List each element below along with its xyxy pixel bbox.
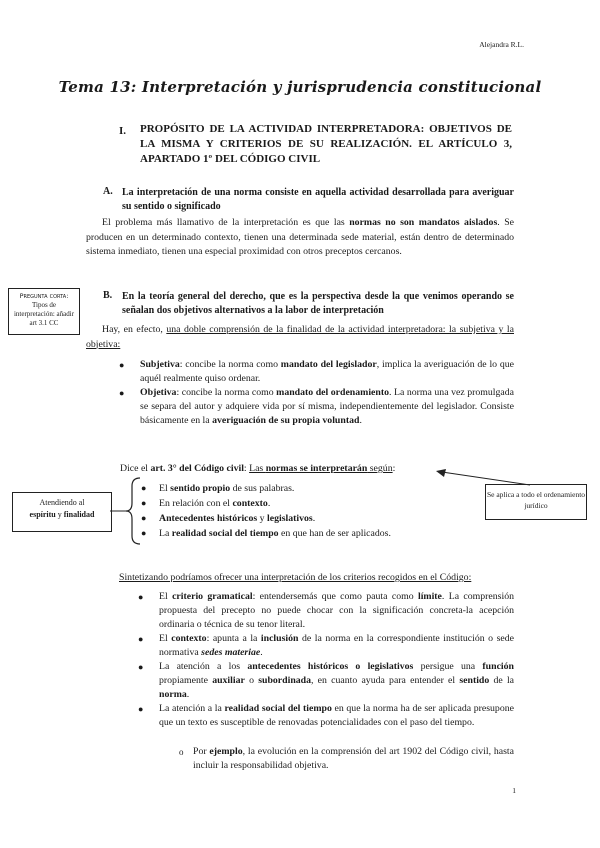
bullet-icon: ● xyxy=(138,592,144,602)
item-text: de sus palabras. xyxy=(230,483,295,494)
list-item xyxy=(138,660,515,702)
art3-criteria-list xyxy=(141,481,459,541)
brace-connector xyxy=(110,470,150,550)
item-bold: norma xyxy=(159,689,187,700)
item-text: : apunta a la xyxy=(206,633,261,644)
item-text: : concibe la norma como xyxy=(176,387,277,398)
item-text: El xyxy=(159,591,173,602)
para-text: Hay, en efecto, xyxy=(102,324,167,335)
section-number: I. xyxy=(119,125,127,137)
item-text: , la evolución en la comprensión del art 1902 del Código civil, hasta incluir la responsabilidad objetiva. xyxy=(193,746,515,771)
item-text: El xyxy=(159,633,172,644)
box-bold: espíritu xyxy=(29,510,56,519)
subsection-b-heading: En la teoría general del derecho, que es la perspectiva desde la que venimos operando se señalan dos objetivos alternativos a la labor de interpretación xyxy=(122,291,514,316)
brace-icon xyxy=(126,478,140,544)
item-text: : concibe la norma como xyxy=(179,359,281,370)
item-text: La atención a la xyxy=(159,703,225,714)
synthesis-list xyxy=(138,590,515,730)
item-text: . xyxy=(312,513,316,524)
item-bold: sentido propio xyxy=(170,483,231,494)
item-text: de la norma en la correspondiente institución o sede normativa xyxy=(159,633,514,658)
item-bold: auxiliar xyxy=(212,675,245,686)
item-bold: Antecedentes históricos xyxy=(159,513,258,524)
item-bold: averiguación de su propia voluntad xyxy=(212,415,360,426)
lead-underlined xyxy=(249,463,393,474)
item-text: La atención a los xyxy=(159,661,248,672)
item-bold: antecedentes históricos o legislativos xyxy=(247,661,414,672)
item-text: o xyxy=(244,675,259,686)
arrow-line xyxy=(442,472,530,485)
arrow-head-icon xyxy=(436,469,446,477)
item-bold: sentido xyxy=(459,675,490,686)
list-item xyxy=(138,590,514,632)
item-bold: criterio gramatical xyxy=(172,591,253,602)
lead-underlined-text: Las xyxy=(249,463,266,474)
item-text: . xyxy=(260,647,263,658)
item-bold: realidad social del tiempo xyxy=(224,703,332,714)
item-text: , implica la averiguación de lo que aquél realmente quiso ordenar. xyxy=(140,359,515,384)
bullet-icon: ● xyxy=(119,388,125,398)
item-bold: contexto xyxy=(232,498,268,509)
item-label: Subjetiva xyxy=(140,359,180,370)
author-header: Alejandra R.L. xyxy=(479,40,524,49)
item-text: . La comprensión propuesta del precepto no puede chocar con la significación concreta-la acepción ordinaria o técnica de su tenor literal. xyxy=(159,591,514,630)
item-text: Por xyxy=(193,746,210,757)
item-text: en que la norma ha de ser aplicada presupone que un texto es susceptible de renovadas potencialidades con el paso del tiempo. xyxy=(159,703,514,728)
scope-note-box: Se aplica a todo el ordenamiento jurídico xyxy=(485,484,587,520)
item-text: El xyxy=(159,483,171,494)
item-text: : entendersemás que como pauta como xyxy=(252,591,418,602)
item-bold: inclusión xyxy=(260,633,299,644)
hollow-bullet-icon: o xyxy=(179,747,184,757)
list-item xyxy=(119,386,514,428)
arrow-connector xyxy=(430,466,540,488)
list-item xyxy=(119,358,515,386)
bullet-icon: ● xyxy=(141,483,147,493)
para-underlined: una doble comprensión de la finalidad de la actividad interpretadora: la subjetiva y la objetiva: xyxy=(86,324,514,350)
list-item xyxy=(141,511,459,526)
para-bold: normas no son mandatos aislados xyxy=(349,217,498,228)
objective-list xyxy=(119,358,515,428)
list-item xyxy=(138,702,514,730)
item-bold: función xyxy=(482,661,514,672)
box-line: Atendiendo al xyxy=(39,498,85,507)
page-number: 1 xyxy=(512,786,516,795)
box-text: y xyxy=(55,510,64,519)
synthesis-sublist xyxy=(179,745,515,773)
box-line xyxy=(13,509,111,521)
page-title: Tema 13: Interpretación y jurisprudencia constitucional xyxy=(58,78,542,96)
item-text: . xyxy=(359,415,362,426)
subsection-b-paragraph xyxy=(86,323,514,352)
item-bold: ejemplo xyxy=(209,746,243,757)
item-text: persigue una xyxy=(413,661,483,672)
subsection-a-heading: La interpretación de una norma consiste en aquella actividad desarrollada para averiguar su sentido o significado xyxy=(122,187,514,212)
list-item xyxy=(179,745,515,773)
section-heading: PROPÓSITO DE LA ACTIVIDAD INTERPRETADORA: OBJETIVOS DE LA MISMA Y CRITERIOS DE SU REALIZACIÓN. EL ARTÍCULO 3, APARTADO 1º DEL CÓDIGO CIVIL xyxy=(140,123,512,165)
bullet-icon: ● xyxy=(141,513,147,523)
lead-underlined-bold: normas se interpretarán xyxy=(265,463,368,474)
synthesis-lead xyxy=(119,571,519,586)
box-bold: finalidad xyxy=(63,510,95,519)
item-text: La xyxy=(159,528,172,539)
item-text: . La norma una vez promulgada se separa del autor y adquiere vida por sí misma, independientemente del legislador. Consiste básicamente en la xyxy=(140,387,514,426)
bullet-icon: ● xyxy=(141,498,147,508)
item-text: propiamente xyxy=(159,675,213,686)
item-text: de la xyxy=(489,675,515,686)
item-bold: mandato del legislador xyxy=(280,359,377,370)
bullet-icon: ● xyxy=(138,634,144,644)
item-text: . xyxy=(186,689,190,700)
item-bold: realidad social del tiempo xyxy=(171,528,279,539)
item-bold: contexto xyxy=(171,633,207,644)
lead-underlined-text: según xyxy=(367,463,393,474)
para-text: El problema más llamativo de la interpretación es que las xyxy=(102,217,350,228)
list-item xyxy=(141,526,459,541)
bullet-icon: ● xyxy=(138,662,144,672)
spirit-purpose-box xyxy=(12,492,112,532)
subsection-a-paragraph xyxy=(86,216,514,260)
subsection-b-letter: B. xyxy=(103,290,113,301)
bullet-icon: ● xyxy=(141,528,147,538)
item-bold: mandato del ordenamiento xyxy=(276,387,389,398)
lead-text: : xyxy=(243,463,250,474)
side-note-box xyxy=(8,288,80,335)
lead-text: : xyxy=(392,463,396,474)
item-text: en que han de ser aplicados. xyxy=(278,528,391,539)
item-text: , en cuanto ayuda para entender el xyxy=(311,675,460,686)
subsection-a-letter: A. xyxy=(103,186,113,197)
lead-underlined: Sintetizando podríamos ofrecer una interpretación de los criterios recogidos en el Código: xyxy=(119,572,472,583)
item-bold: límite xyxy=(417,591,442,602)
bullet-icon: ● xyxy=(138,704,144,714)
item-text: . xyxy=(267,498,271,509)
para-text: . Se producen en un determinado contexto, tienen una determinada sede material, están dentro de determinado sistema inmediato, tienen una especial proximidad con otros preceptos cercanos. xyxy=(86,217,514,257)
item-text: En relación con el xyxy=(159,498,233,509)
item-bold: subordinada xyxy=(258,675,312,686)
item-bold: legislativos xyxy=(267,513,313,524)
list-item xyxy=(141,481,459,496)
item-text: y xyxy=(257,513,268,524)
item-bold-italic: sedes materiae xyxy=(201,647,261,658)
lead-bold: art. 3° del Código civil xyxy=(150,463,244,474)
lead-text: Dice el xyxy=(120,463,151,474)
list-item xyxy=(138,632,514,660)
item-label: Objetiva xyxy=(140,387,177,398)
side-note-title: Pregunta corta: xyxy=(19,292,69,300)
bullet-icon: ● xyxy=(119,360,125,370)
side-note-body: Tipos de interpretación: añadir art 3.1 CC xyxy=(13,301,75,327)
list-item xyxy=(141,496,459,511)
